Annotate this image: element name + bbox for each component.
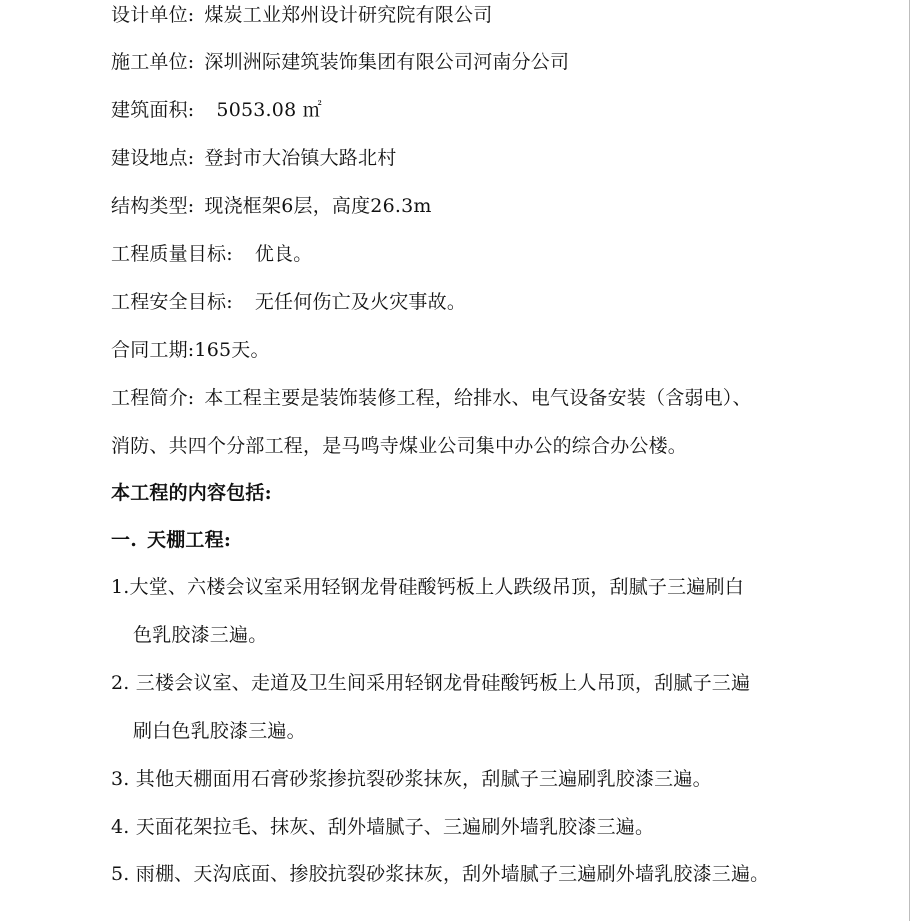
- building-area-label: 建筑面积:: [111, 99, 195, 121]
- ceiling-item-1: 1.大堂、六楼会议室采用轻钢龙骨硅酸钙板上人跌级吊顶，刮腻子三遍刷白: [111, 576, 744, 598]
- scope-heading: 本工程的内容包括:: [111, 482, 272, 504]
- ceiling-item-2: 2. 三楼会议室、走道及卫生间采用轻钢龙骨硅酸钙板上人吊顶，刮腻子三遍: [111, 672, 751, 694]
- construction-unit-label: 施工单位:: [111, 51, 195, 73]
- contract-period-line: [111, 338, 270, 362]
- safety-target-line: [111, 290, 466, 314]
- site-location-label: 建设地点:: [111, 147, 195, 169]
- section-title: 天棚工程:: [147, 529, 232, 551]
- structure-type-line: [111, 194, 432, 218]
- construction-unit-line: [111, 50, 569, 74]
- design-unit-value: 煤炭工业郑州设计研究院有限公司: [204, 4, 493, 26]
- quality-target-line: [111, 242, 312, 266]
- project-summary-line: [111, 386, 752, 410]
- site-location-value: 登封市大冶镇大路北村: [204, 147, 397, 169]
- contract-period-value: 165天。: [194, 339, 270, 361]
- section-ceiling-heading: [111, 528, 231, 552]
- section-number: 一.: [111, 529, 138, 551]
- site-location-line: [111, 146, 396, 170]
- safety-target-value: 无任何伤亡及火灾事故。: [254, 291, 467, 313]
- project-summary-label: 工程简介:: [111, 387, 195, 409]
- project-summary-continued: [111, 434, 687, 458]
- project-summary-text-1: 本工程主要是装饰装修工程，给排水、电气设备安装（含弱电）、: [204, 387, 752, 409]
- ceiling-item-3: 3. 其他天棚面用石膏砂浆掺抗裂砂浆抹灰，刮腻子三遍刷乳胶漆三遍。: [111, 768, 712, 790]
- contract-period-label: 合同工期:: [111, 339, 195, 361]
- structure-type-label: 结构类型:: [111, 195, 195, 217]
- project-summary-text-2: 消防、共四个分部工程，是马鸣寺煤业公司集中办公的综合办公楼。: [111, 435, 688, 457]
- quality-target-value: 优良。: [254, 243, 313, 265]
- ceiling-item-4: 4. 天面花架拉毛、抹灰、刮外墙腻子、三遍刷外墙乳胶漆三遍。: [111, 816, 655, 838]
- construction-unit-value: 深圳洲际建筑装饰集团有限公司河南分公司: [204, 51, 570, 73]
- building-area-value: 5053.08 ㎡: [216, 99, 322, 121]
- quality-target-label: 工程质量目标:: [111, 243, 233, 265]
- ceiling-item-2-continued: 刷白色乳胶漆三遍。: [133, 720, 306, 742]
- structure-type-value: 现浇框架6层，高度26.3m: [204, 195, 432, 217]
- safety-target-label: 工程安全目标:: [111, 291, 233, 313]
- design-unit-line: [111, 3, 492, 27]
- building-area-line: [111, 98, 322, 122]
- ceiling-item-1-continued: 色乳胶漆三遍。: [133, 624, 268, 646]
- ceiling-item-5: 5. 雨棚、天沟底面、掺胶抗裂砂浆抹灰，刮外墙腻子三遍刷外墙乳胶漆三遍。: [111, 863, 770, 885]
- design-unit-label: 设计单位:: [111, 4, 195, 26]
